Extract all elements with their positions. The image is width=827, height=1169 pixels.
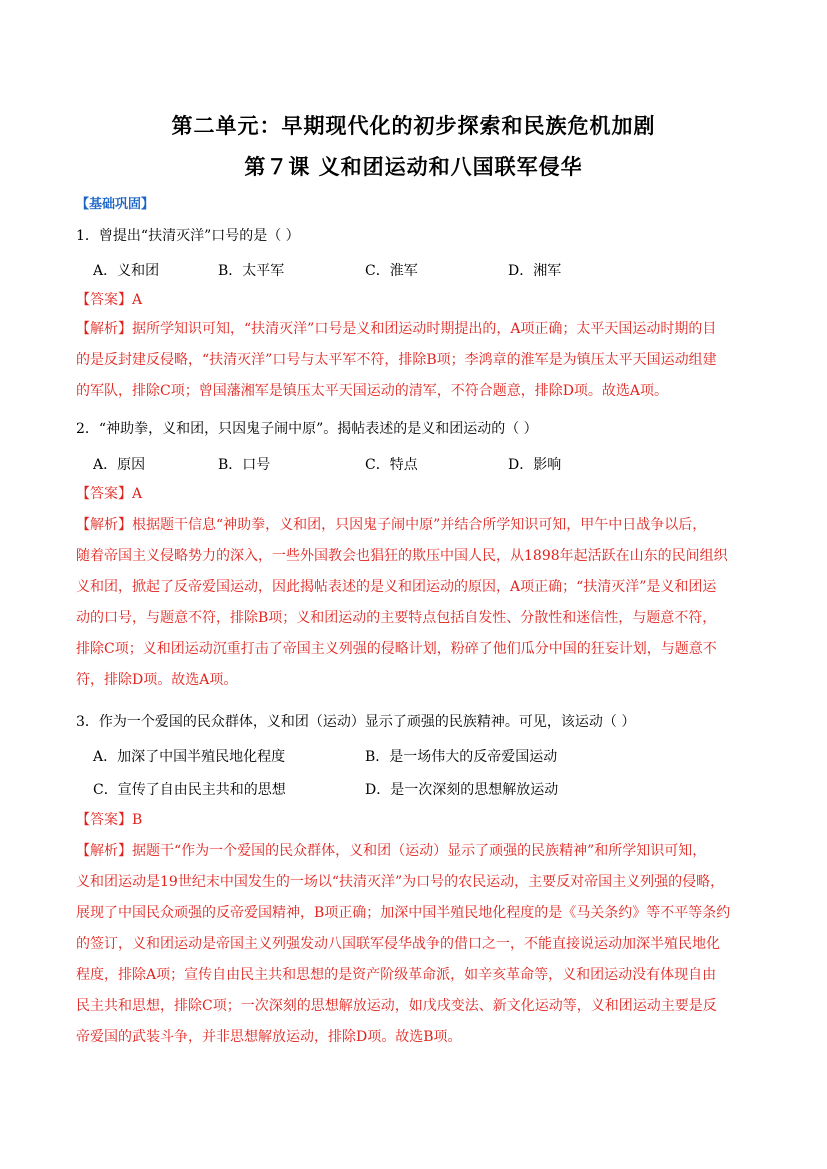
question-1-stem: 1．曾提出“扶清灭洋”口号的是（ ） (76, 228, 300, 244)
question-1-explanation (76, 314, 756, 407)
question-2-option-b: B．口号 (218, 457, 271, 473)
section-label: 【基础巩固】 (76, 197, 155, 212)
explanation-line: 帝爱国的武装斗争，并非思想解放运动，排除D项。故选B项。 (76, 1029, 462, 1045)
question-1-option-a: A．义和团 (93, 263, 160, 279)
question-2-option-a: A．原因 (93, 457, 146, 473)
question-1-option-d: D．湘军 (508, 263, 562, 279)
question-2-answer: 【答案】A (76, 486, 143, 502)
explanation-line: 义和团，掀起了反帝爱国运动，因此揭帖表述的是义和团运动的原因，A项正确；“扶清灭洋”是义和团运 (76, 579, 717, 595)
explanation-line: 随着帝国主义侵略势力的深入，一些外国教会也猖狂的欺压中国人民，从1898年起活跃在山东的民间组织 (76, 548, 728, 564)
question-3-stem: 3．作为一个爱国的民众群体，义和团（运动）显示了顽强的民族精神。可见，该运动（ ） (76, 714, 636, 730)
question-2-stem: 2．“神助拳，义和团，只因鬼子闹中原”。揭帖表述的是义和团运动的（ ） (76, 421, 538, 437)
question-3-option-b: B．是一场伟大的反帝爱国运动 (365, 749, 558, 765)
explanation-line: 【解析】根据题干信息“神助拳，义和团，只因鬼子闹中原”并结合所学知识可知，甲午中日战争以后， (76, 517, 707, 533)
explanation-line: 展现了中国民众顽强的反帝爱国精神，B项正确；加深中国半殖民地化程度的是《马关条约》等不平等条约 (76, 905, 731, 921)
question-1-answer: 【答案】A (76, 292, 143, 308)
explanation-line: 义和团运动是19世纪末中国发生的一场以“扶清灭洋”为口号的农民运动，主要反对帝国主义列强的侵略， (76, 874, 725, 890)
question-3-option-c: C．宣传了自由民主共和的思想 (93, 782, 286, 798)
question-1-option-b: B．太平军 (218, 263, 285, 279)
question-3-option-d: D．是一次深刻的思想解放运动 (365, 782, 559, 798)
explanation-line: 符，排除D项。故选A项。 (76, 672, 238, 688)
question-2-option-c: C．特点 (365, 457, 418, 473)
explanation-line: 动的口号，与题意不符，排除B项；义和团运动的主要特点包括自发性、分散性和迷信性，与题意不符， (76, 610, 717, 626)
question-3-answer: 【答案】B (76, 812, 143, 828)
lesson-title: 第７课 义和团运动和八国联军侵华 (244, 154, 583, 179)
question-2-explanation (76, 510, 756, 696)
question-1-option-c: C．淮军 (365, 263, 418, 279)
explanation-line: 的是反封建反侵略，“扶清灭洋”口号与太平军不符，排除B项；李鸿章的淮军是为镇压太平天国运动组建 (76, 352, 717, 368)
unit-title: 第二单元：早期现代化的初步探索和民族危机加剧 (171, 113, 656, 138)
explanation-line: 的签订，义和团运动是帝国主义列强发动八国联军侵华战争的借口之一，不能直接说运动加深半殖民地化 (76, 936, 720, 952)
explanation-line: 民主共和思想，排除C项；一次深刻的思想解放运动，如戊戌变法、新文化运动等，义和团运动主要是反 (76, 998, 717, 1014)
explanation-line: 排除C项；义和团运动沉重打击了帝国主义列强的侵略计划，粉碎了他们瓜分中国的狂妄计划，与题意不 (76, 641, 717, 657)
explanation-line: 的军队，排除C项；曾国藩湘军是镇压太平天国运动的清军，不符合题意，排除D项。故选A项。 (76, 383, 669, 399)
explanation-line: 【解析】据题干“作为一个爱国的民众群体，义和团（运动）显示了顽强的民族精神”和所学知识可知， (76, 843, 707, 859)
question-2-option-d: D．影响 (508, 457, 562, 473)
explanation-line: 程度，排除A项；宣传自由民主共和思想的是资产阶级革命派，如辛亥革命等，义和团运动没有体现自由 (76, 967, 717, 983)
question-3-option-a: A．加深了中国半殖民地化程度 (93, 749, 286, 765)
question-3-explanation (76, 836, 756, 1053)
explanation-line: 【解析】据所学知识可知，“扶清灭洋”口号是义和团运动时期提出的，A项正确；太平天国运动时期的目 (76, 321, 717, 337)
